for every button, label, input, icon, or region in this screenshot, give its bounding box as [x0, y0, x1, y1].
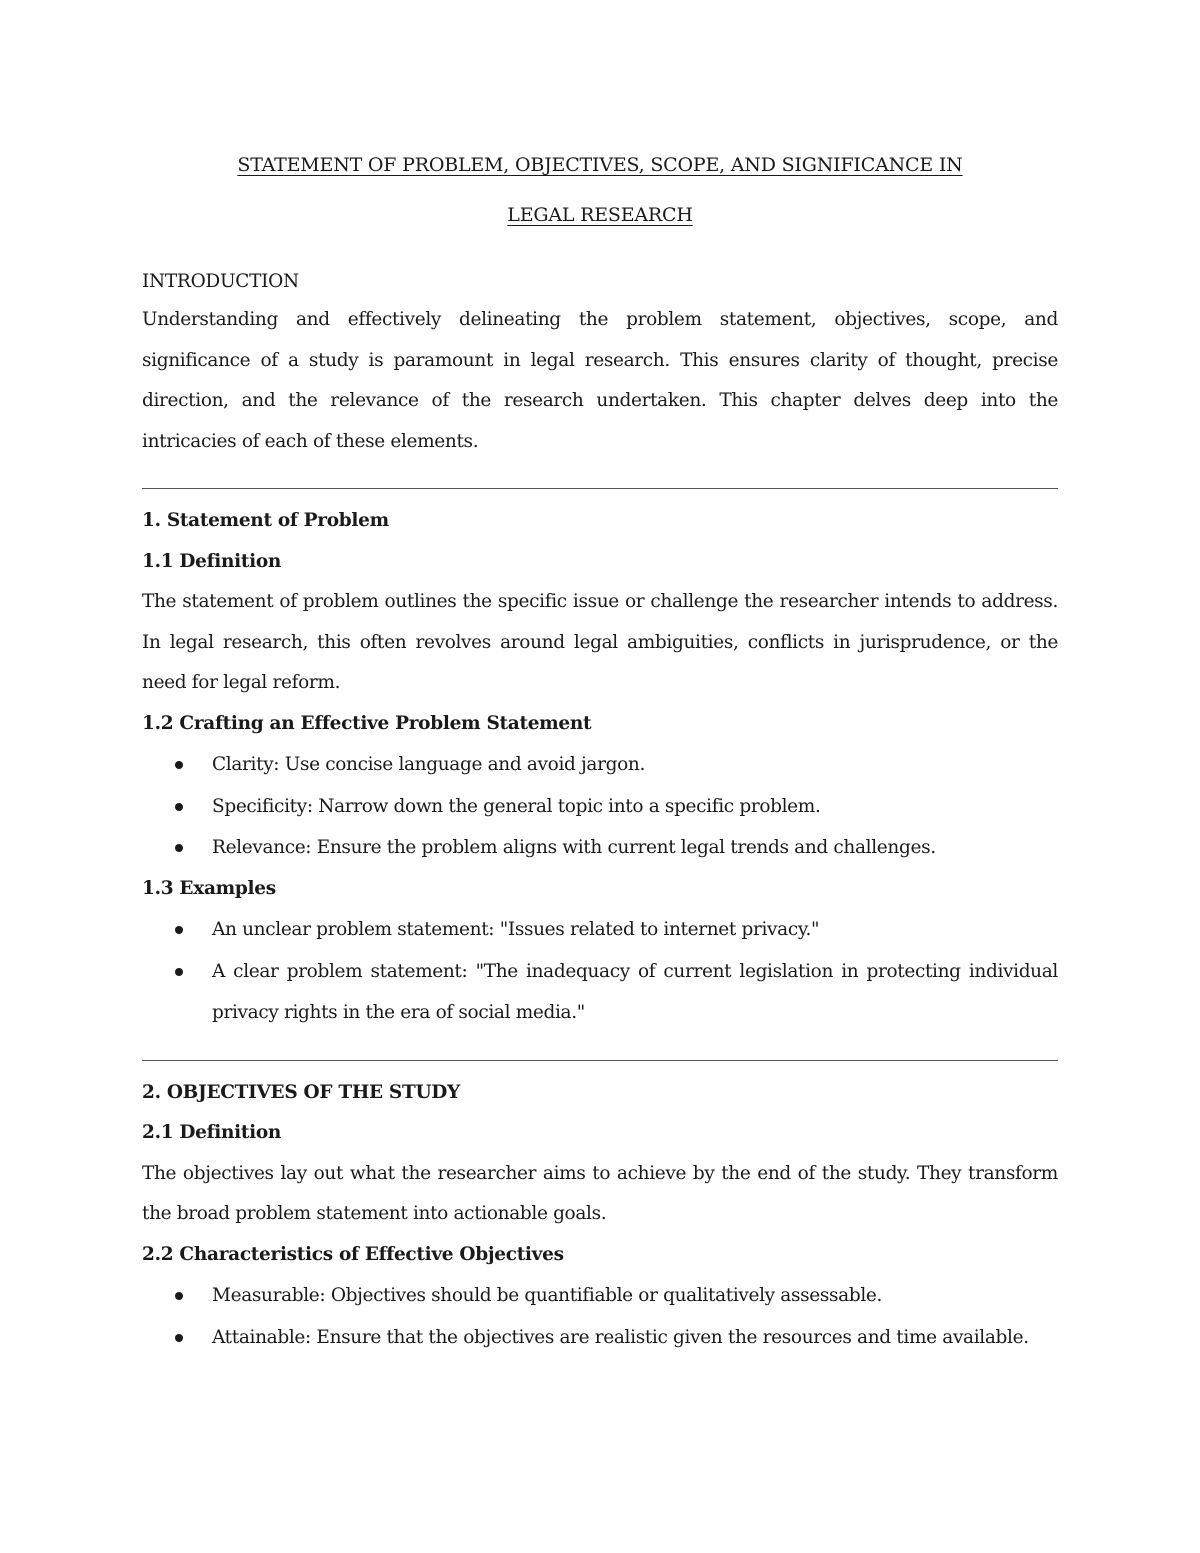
list-item: Attainable: Ensure that the objectives are realistic given the resources and time available.: [142, 1317, 1058, 1359]
section-1-heading: 1. Statement of Problem: [142, 510, 389, 531]
section-2-1-heading: 2.1 Definition: [142, 1122, 282, 1143]
bullet-icon: [175, 844, 183, 852]
bullet-icon: [175, 1334, 183, 1342]
section-2-heading: 2. OBJECTIVES OF THE STUDY: [142, 1081, 460, 1103]
introduction-paragraph: Understanding and effectively delineating the problem statement, objectives, scope, and significance of a study is paramount in legal research. This ensures clarity of thought, precise direction, and the relevance of the research undertaken. This chapter delves deep into the intricacies of each of these elements.: [142, 309, 1058, 452]
section-2-2-list: [142, 1275, 1058, 1358]
section-1-1-heading: 1.1 Definition: [142, 550, 282, 572]
section-1-3-list: [142, 909, 1058, 1034]
section-1-2-heading: 1.2 Crafting an Effective Problem Statement: [142, 712, 592, 734]
section-divider: [142, 1060, 1058, 1061]
document-page: [142, 140, 1058, 1358]
list-item: Specificity: Narrow down the general topic into a specific problem.: [142, 786, 1058, 828]
section-1-1-paragraph: The statement of problem outlines the specific issue or challenge the researcher intends to address. In legal research, this often revolves around legal ambiguities, conflicts in jurisprudence, or the need for legal reform.: [142, 591, 1058, 693]
list-item: An unclear problem statement: "Issues related to internet privacy.": [142, 909, 1058, 951]
bullet-icon: [175, 803, 183, 811]
list-item: Measurable: Objectives should be quantifiable or qualitatively assessable.: [142, 1275, 1058, 1317]
title-line-1: STATEMENT OF PROBLEM, OBJECTIVES, SCOPE, AND SIGNIFICANCE IN: [237, 154, 963, 176]
section-2-2-heading: 2.2 Characteristics of Effective Objectives: [142, 1243, 564, 1265]
section-divider: [142, 488, 1058, 489]
document-title: [142, 140, 1058, 240]
section-2-1-paragraph: The objectives lay out what the researcher aims to achieve by the end of the study. They transform the broad problem statement into actionable goals.: [142, 1162, 1058, 1224]
list-item: Clarity: Use concise language and avoid jargon.: [142, 744, 1058, 786]
list-item: A clear problem statement: "The inadequacy of current legislation in protecting individual privacy rights in the era of social media.": [142, 951, 1058, 1034]
list-item: Relevance: Ensure the problem aligns with current legal trends and challenges.: [142, 827, 1058, 869]
title-line-2: LEGAL RESEARCH: [507, 204, 693, 226]
bullet-icon: [175, 1292, 183, 1300]
bullet-icon: [175, 761, 183, 769]
section-1-2-list: [142, 744, 1058, 869]
section-1-3-heading: 1.3 Examples: [142, 877, 276, 899]
bullet-icon: [175, 926, 183, 934]
introduction-heading: INTRODUCTION: [142, 271, 299, 292]
bullet-icon: [175, 968, 183, 976]
